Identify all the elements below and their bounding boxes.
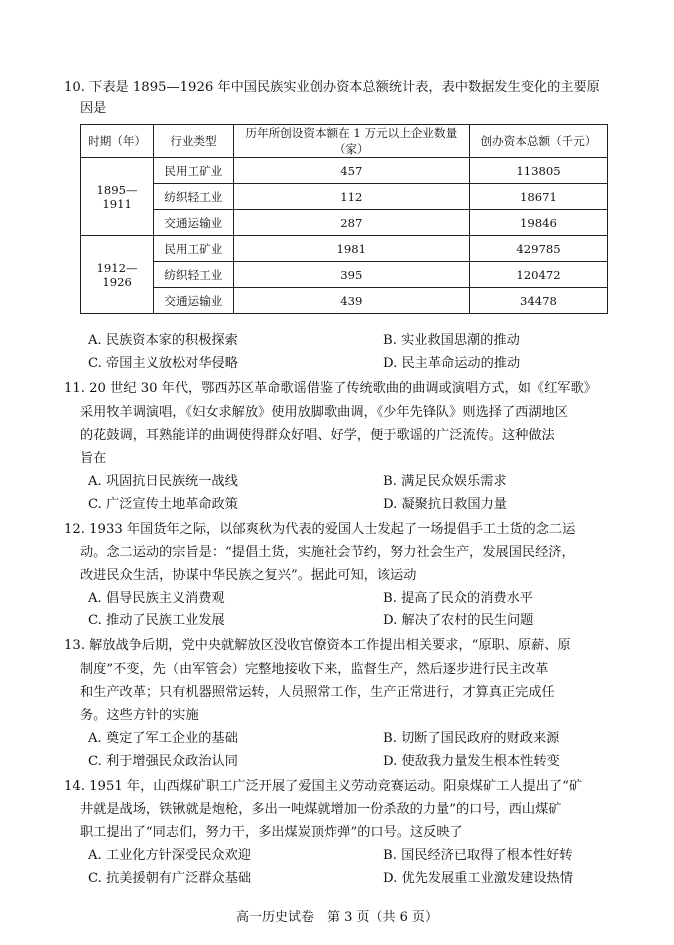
table-cell-type: 交通运输业	[154, 288, 233, 314]
table-cell-type: 民用工矿业	[154, 158, 233, 184]
table-cell-capital: 18671	[469, 184, 607, 210]
q11-option-b[interactable]: B. 满足民众娱乐需求	[383, 474, 507, 489]
q11-option-c[interactable]: C. 广泛宣传土地革命政策	[88, 497, 238, 512]
table-header-count: 历年所创设资本额在 1 万元以上企业数量（家）	[233, 125, 469, 158]
q14-stem-line-2: 井就是战场，铁锹就是炮枪，多出一吨煤就增加一份杀敌的力量”的口号，西山煤矿	[80, 802, 562, 817]
q13-option-c[interactable]: C. 利于增强民众政治认同	[88, 754, 238, 769]
q13-stem-line-4: 务。这些方针的实施	[80, 708, 199, 723]
q12-option-c[interactable]: C. 推动了民族工业发展	[88, 613, 225, 628]
q13-stem-line-3: 和生产改革；只有机器照常运转，人员照常工作，生产正常进行，才算真正完成任	[80, 685, 555, 700]
table-cell-capital: 120472	[469, 262, 607, 288]
q12-stem-line-3: 改进民众生活，协谋中华民族之复兴”。据此可知，该运动	[80, 568, 417, 583]
table-cell-period: 1895—1911	[81, 158, 154, 236]
table-cell-count: 439	[233, 288, 469, 314]
table-cell-capital: 113805	[469, 158, 607, 184]
table-header-type: 行业类型	[154, 125, 233, 158]
table-cell-type: 纺织轻工业	[154, 184, 233, 210]
table-row	[81, 158, 608, 184]
q14-stem-line-1: 14. 1951 年，山西煤矿职工广泛开展了爱国主义劳动竞赛运动。阳泉煤矿工人提出了“矿	[64, 779, 583, 794]
q14-option-a[interactable]: A. 工业化方针深受民众欢迎	[88, 848, 251, 863]
table-cell-count: 287	[233, 210, 469, 236]
table-cell-count: 395	[233, 262, 469, 288]
page-footer: 高一历史试卷 第 3 页（共 6 页）	[235, 910, 439, 925]
table-header-period: 时期（年）	[81, 125, 154, 158]
q14-option-d[interactable]: D. 优先发展重工业激发建设热情	[383, 871, 573, 886]
table-row	[81, 262, 608, 288]
q13-option-d[interactable]: D. 使敌我力量发生根本性转变	[383, 754, 560, 769]
q11-stem-line-4: 旨在	[80, 451, 107, 466]
q10-option-a[interactable]: A. 民族资本家的积极探索	[88, 333, 238, 348]
q11-option-d[interactable]: D. 凝聚抗日救国力量	[383, 497, 507, 512]
table-row	[81, 288, 608, 314]
table-cell-capital: 429785	[469, 236, 607, 262]
table-cell-type: 纺织轻工业	[154, 262, 233, 288]
q12-option-a[interactable]: A. 倡导民族主义消费观	[88, 591, 225, 606]
table-row	[81, 184, 608, 210]
q11-stem-line-1: 11. 20 世纪 30 年代，鄂西苏区革命歌谣借鉴了传统歌曲的曲调或演唱方式，如《红军歌》	[64, 381, 597, 396]
table-header-row	[81, 125, 608, 158]
q13-option-a[interactable]: A. 奠定了军工企业的基础	[88, 731, 238, 746]
q10-option-c[interactable]: C. 帝国主义放松对华侵略	[88, 356, 238, 371]
table-row	[81, 236, 608, 262]
table-cell-type: 民用工矿业	[154, 236, 233, 262]
q12-option-d[interactable]: D. 解决了农村的民生问题	[383, 613, 534, 628]
q10-stem-line-1: 10. 下表是 1895—1926 年中国民族实业创办资本总额统计表，表中数据发生变化的主要原	[64, 80, 600, 95]
table-cell-count: 1981	[233, 236, 469, 262]
table-row	[81, 210, 608, 236]
q12-option-b[interactable]: B. 提高了民众的消费水平	[383, 591, 533, 606]
q13-option-b[interactable]: B. 切断了国民政府的财政来源	[383, 731, 560, 746]
table-cell-period: 1912—1926	[81, 236, 154, 314]
q14-option-b[interactable]: B. 国民经济已取得了根本性好转	[383, 848, 573, 863]
q10-option-d[interactable]: D. 民主革命运动的推动	[383, 356, 521, 371]
q11-stem-line-3: 的花鼓调，耳熟能详的曲调使得群众好唱、好学，便于歌谣的广泛流传。这种做法	[80, 428, 555, 443]
table-cell-capital: 34478	[469, 288, 607, 314]
table-cell-count: 112	[233, 184, 469, 210]
q13-stem-line-1: 13. 解放战争后期，党中央就解放区没收官僚资本工作提出相关要求，“原职、原薪、原	[64, 638, 571, 653]
q13-stem-line-2: 制度”不变，先（由军管会）完整地接收下来，监督生产，然后逐步进行民主改革	[80, 662, 549, 677]
q10-option-b[interactable]: B. 实业救国思潮的推动	[383, 333, 520, 348]
q11-option-a[interactable]: A. 巩固抗日民族统一战线	[88, 474, 238, 489]
table-cell-count: 457	[233, 158, 469, 184]
q14-option-c[interactable]: C. 抗美援朝有广泛群众基础	[88, 871, 252, 886]
table-cell-capital: 19846	[469, 210, 607, 236]
q14-stem-line-3: 职工提出了“同志们，努力干，多出煤炭顶炸弹”的口号。这反映了	[80, 825, 463, 840]
table-cell-type: 交通运输业	[154, 210, 233, 236]
q12-stem-line-1: 12. 1933 年国货年之际，以邰爽秋为代表的爱国人士发起了一场提倡手工土货的念二运	[64, 522, 576, 537]
q10-statistics-table	[80, 124, 608, 314]
q12-stem-line-2: 动。念二运动的宗旨是：“提倡土货，实施社会节约，努力社会生产，发展国民经济，	[80, 545, 575, 560]
table-header-capital: 创办资本总额（千元）	[469, 125, 607, 158]
q10-stem-line-2: 因是	[80, 101, 107, 116]
q11-stem-line-2: 采用牧羊调演唱，《妇女求解放》使用放脚歌曲调，《少年先锋队》则选择了西湖地区	[80, 405, 568, 420]
